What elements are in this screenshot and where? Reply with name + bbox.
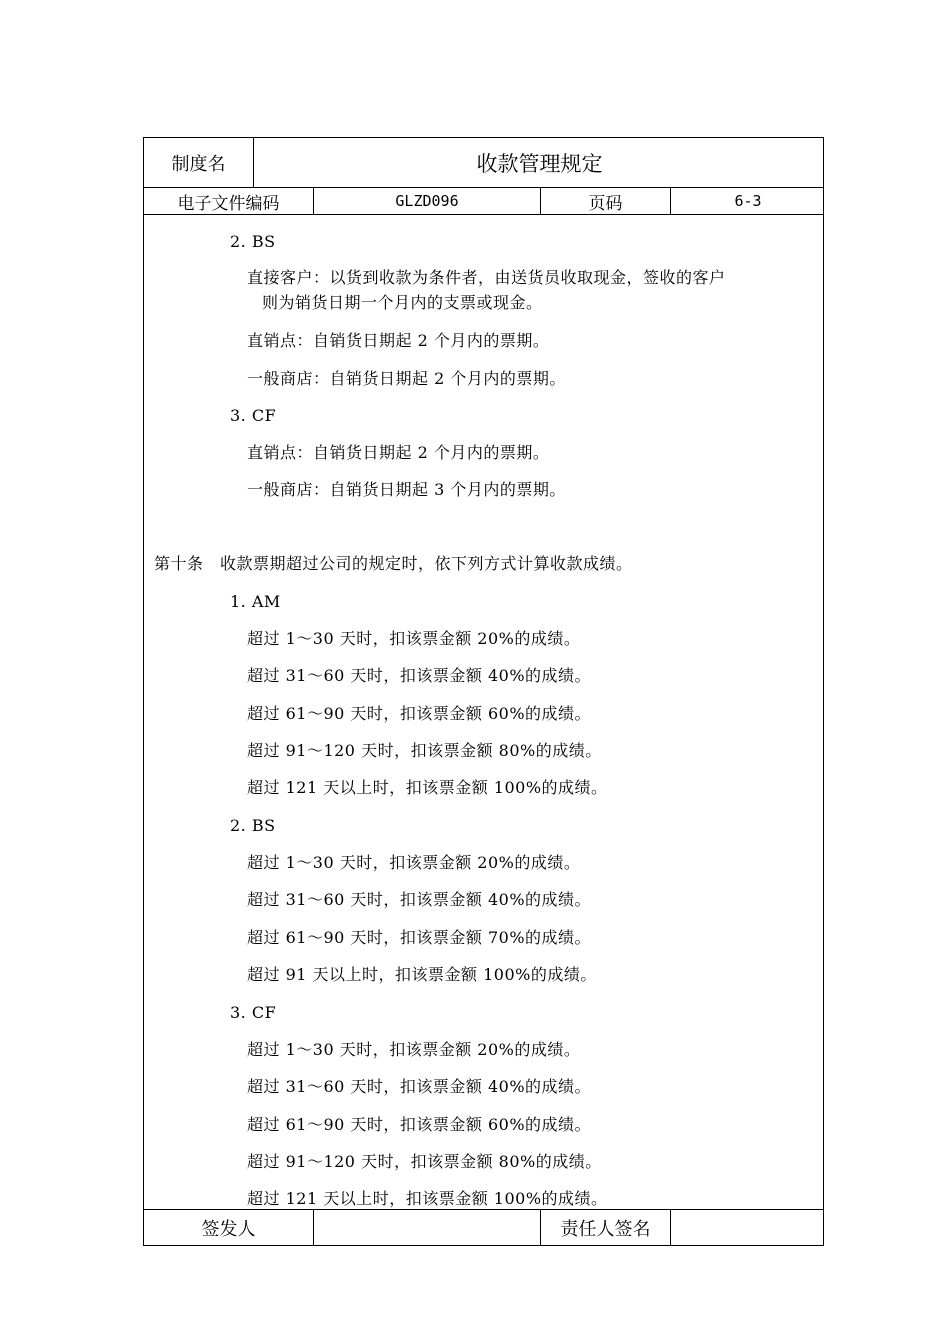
cf2-heading: 3. CF [230,1003,277,1022]
cf-general-store: 一般商店：自销货日期起 3 个月内的票期。 [247,480,566,499]
list-item: 超过 121 天以上时，扣该票金额 100%的成绩。 [247,778,608,797]
header-title-row [144,138,823,188]
list-item: 超过 91～120 天时，扣该票金额 80%的成绩。 [247,741,602,760]
article-ten: 第十条 收款票期超过公司的规定时，依下列方式计算收款成绩。 [154,554,633,573]
cf-heading: 3. CF [230,406,277,425]
responsible-signature-field [671,1210,825,1245]
list-item: 超过 91～120 天时，扣该票金额 80%的成绩。 [247,1152,602,1171]
document-form [143,137,824,1246]
list-item: 超过 61～90 天时，扣该票金额 60%的成绩。 [247,704,592,723]
list-item: 超过 61～90 天时，扣该票金额 60%的成绩。 [247,1115,592,1134]
file-code-value: GLZD096 [314,188,541,214]
list-item: 超过 121 天以上时，扣该票金额 100%的成绩。 [247,1189,608,1208]
list-item: 超过 31～60 天时，扣该票金额 40%的成绩。 [247,1077,592,1096]
list-item: 超过 91 天以上时，扣该票金额 100%的成绩。 [247,965,597,984]
list-item: 超过 1～30 天时，扣该票金额 20%的成绩。 [247,629,581,648]
bs-general-store: 一般商店：自销货日期起 2 个月内的票期。 [247,369,566,388]
page-label: 页码 [541,188,671,214]
bs-direct-store: 直销点：自销货日期起 2 个月内的票期。 [247,331,550,350]
file-code-label: 电子文件编码 [144,188,314,214]
issuer-label: 签发人 [144,1210,314,1245]
am-heading: 1. AM [230,592,281,611]
bs-direct-customer-line2: 则为销货日期一个月内的支票或现金。 [262,293,543,312]
list-item: 超过 31～60 天时，扣该票金额 40%的成绩。 [247,890,592,909]
cf-direct-store: 直销点：自销货日期起 2 个月内的票期。 [247,443,550,462]
responsible-signature-label: 责任人签名 [541,1210,671,1245]
bs2-heading: 2. BS [230,816,276,835]
document-title: 收款管理规定 [476,151,603,176]
footer-signature-row [144,1209,823,1245]
page-number: 6-3 [734,192,762,210]
header-code-row [144,188,823,215]
list-item: 超过 1～30 天时，扣该票金额 20%的成绩。 [247,853,581,872]
bs-heading: 2. BS [230,232,276,251]
system-name-label: 制度名 [144,138,254,187]
issuer-field [314,1210,541,1245]
bs-direct-customer-line1: 直接客户：以货到收款为条件者，由送货员收取现金，签收的客户 [247,268,726,287]
list-item: 超过 61～90 天时，扣该票金额 70%的成绩。 [247,928,592,947]
list-item: 超过 31～60 天时，扣该票金额 40%的成绩。 [247,666,592,685]
list-item: 超过 1～30 天时，扣该票金额 20%的成绩。 [247,1040,581,1059]
